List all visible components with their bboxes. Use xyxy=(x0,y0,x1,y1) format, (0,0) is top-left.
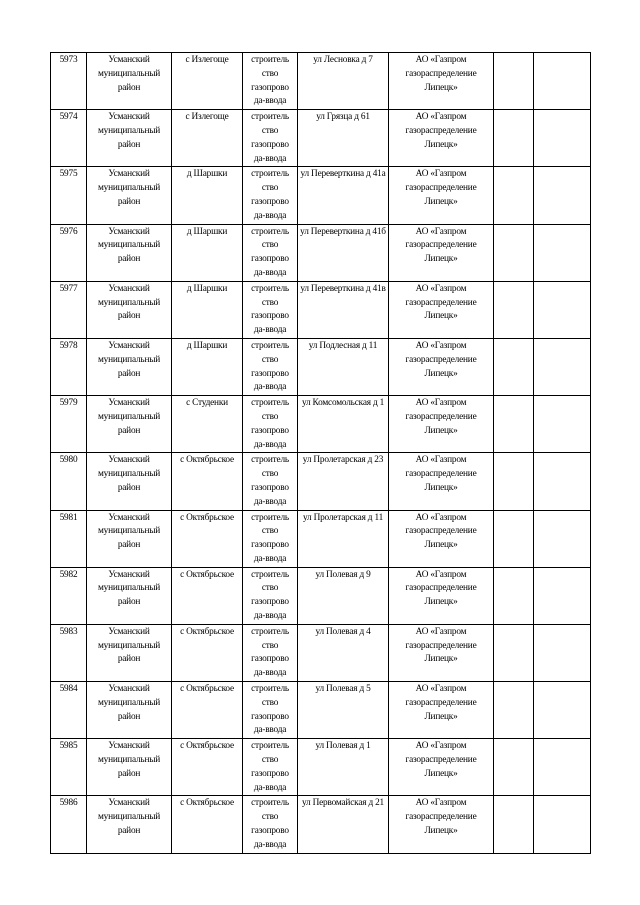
organization-cell: АО «Газпром газораспределение Липецк» xyxy=(389,281,494,338)
organization-cell: АО «Газпром газораспределение Липецк» xyxy=(389,567,494,624)
work-type-cell: строитель ство газопрово да-ввода xyxy=(243,167,298,224)
district-cell: Усманский муниципальный район xyxy=(87,110,172,167)
empty-cell xyxy=(534,167,591,224)
row-number: 5984 xyxy=(51,682,87,739)
empty-cell xyxy=(494,624,534,681)
empty-cell xyxy=(534,53,591,110)
organization-cell: АО «Газпром газораспределение Липецк» xyxy=(389,682,494,739)
organization-cell: АО «Газпром газораспределение Липецк» xyxy=(389,624,494,681)
organization-cell: АО «Газпром газораспределение Липецк» xyxy=(389,796,494,853)
locality-cell: д Шаршки xyxy=(172,167,243,224)
table-row xyxy=(51,224,591,281)
row-number: 5973 xyxy=(51,53,87,110)
empty-cell xyxy=(494,224,534,281)
row-number: 5978 xyxy=(51,338,87,395)
table-row xyxy=(51,110,591,167)
district-cell: Усманский муниципальный район xyxy=(87,682,172,739)
work-type-cell: строитель ство газопрово да-ввода xyxy=(243,110,298,167)
empty-cell xyxy=(494,338,534,395)
district-cell: Усманский муниципальный район xyxy=(87,624,172,681)
empty-cell xyxy=(494,167,534,224)
table-row xyxy=(51,739,591,796)
table-row xyxy=(51,167,591,224)
empty-cell xyxy=(494,796,534,853)
address-cell: ул Пролетарская д 11 xyxy=(298,510,389,567)
table-row xyxy=(51,796,591,853)
locality-cell: с Октябрьское xyxy=(172,682,243,739)
locality-cell: с Излегоще xyxy=(172,53,243,110)
organization-cell: АО «Газпром газораспределение Липецк» xyxy=(389,110,494,167)
row-number: 5979 xyxy=(51,396,87,453)
empty-cell xyxy=(494,567,534,624)
organization-cell: АО «Газпром газораспределение Липецк» xyxy=(389,453,494,510)
work-type-cell: строитель ство газопрово да-ввода xyxy=(243,338,298,395)
organization-cell: АО «Газпром газораспределение Липецк» xyxy=(389,510,494,567)
district-cell: Усманский муниципальный район xyxy=(87,224,172,281)
empty-cell xyxy=(534,739,591,796)
address-cell: ул Полевая д 5 xyxy=(298,682,389,739)
table-row xyxy=(51,567,591,624)
row-number: 5982 xyxy=(51,567,87,624)
locality-cell: с Октябрьское xyxy=(172,510,243,567)
locality-cell: д Шаршки xyxy=(172,338,243,395)
empty-cell xyxy=(494,281,534,338)
work-type-cell: строитель ство газопрово да-ввода xyxy=(243,624,298,681)
empty-cell xyxy=(534,624,591,681)
district-cell: Усманский муниципальный район xyxy=(87,567,172,624)
work-type-cell: строитель ство газопрово да-ввода xyxy=(243,739,298,796)
organization-cell: АО «Газпром газораспределение Липецк» xyxy=(389,53,494,110)
address-cell: ул Пролетарская д 23 xyxy=(298,453,389,510)
empty-cell xyxy=(534,510,591,567)
address-cell: ул Переверткина д 41а xyxy=(298,167,389,224)
table-row xyxy=(51,338,591,395)
organization-cell: АО «Газпром газораспределение Липецк» xyxy=(389,396,494,453)
gas-registry-table xyxy=(50,52,591,854)
empty-cell xyxy=(534,224,591,281)
address-cell: ул Грязца д 61 xyxy=(298,110,389,167)
empty-cell xyxy=(534,682,591,739)
row-number: 5980 xyxy=(51,453,87,510)
empty-cell xyxy=(494,110,534,167)
empty-cell xyxy=(494,396,534,453)
empty-cell xyxy=(534,110,591,167)
locality-cell: с Октябрьское xyxy=(172,739,243,796)
table-row xyxy=(51,281,591,338)
table-row xyxy=(51,453,591,510)
district-cell: Усманский муниципальный район xyxy=(87,453,172,510)
work-type-cell: строитель ство газопрово да-ввода xyxy=(243,453,298,510)
row-number: 5976 xyxy=(51,224,87,281)
address-cell: ул Переверткина д 41в xyxy=(298,281,389,338)
row-number: 5975 xyxy=(51,167,87,224)
table-row xyxy=(51,53,591,110)
address-cell: ул Подлесная д 11 xyxy=(298,338,389,395)
table-row xyxy=(51,510,591,567)
work-type-cell: строитель ство газопрово да-ввода xyxy=(243,682,298,739)
district-cell: Усманский муниципальный район xyxy=(87,281,172,338)
locality-cell: с Октябрьское xyxy=(172,453,243,510)
district-cell: Усманский муниципальный район xyxy=(87,167,172,224)
organization-cell: АО «Газпром газораспределение Липецк» xyxy=(389,224,494,281)
district-cell: Усманский муниципальный район xyxy=(87,739,172,796)
locality-cell: с Октябрьское xyxy=(172,624,243,681)
empty-cell xyxy=(534,453,591,510)
locality-cell: с Октябрьское xyxy=(172,796,243,853)
work-type-cell: строитель ство газопрово да-ввода xyxy=(243,567,298,624)
table-body xyxy=(51,53,591,854)
work-type-cell: строитель ство газопрово да-ввода xyxy=(243,224,298,281)
document-page xyxy=(50,52,590,854)
district-cell: Усманский муниципальный район xyxy=(87,396,172,453)
empty-cell xyxy=(534,338,591,395)
work-type-cell: строитель ство газопрово да-ввода xyxy=(243,510,298,567)
district-cell: Усманский муниципальный район xyxy=(87,338,172,395)
organization-cell: АО «Газпром газораспределение Липецк» xyxy=(389,167,494,224)
work-type-cell: строитель ство газопрово да-ввода xyxy=(243,281,298,338)
empty-cell xyxy=(534,567,591,624)
locality-cell: д Шаршки xyxy=(172,224,243,281)
district-cell: Усманский муниципальный район xyxy=(87,796,172,853)
work-type-cell: строитель ство газопрово да-ввода xyxy=(243,796,298,853)
organization-cell: АО «Газпром газораспределение Липецк» xyxy=(389,739,494,796)
locality-cell: с Октябрьское xyxy=(172,567,243,624)
row-number: 5977 xyxy=(51,281,87,338)
address-cell: ул Переверткина д 41б xyxy=(298,224,389,281)
table-row xyxy=(51,396,591,453)
work-type-cell: строитель ство газопрово да-ввода xyxy=(243,53,298,110)
empty-cell xyxy=(494,682,534,739)
organization-cell: АО «Газпром газораспределение Липецк» xyxy=(389,338,494,395)
work-type-cell: строитель ство газопрово да-ввода xyxy=(243,396,298,453)
empty-cell xyxy=(534,796,591,853)
district-cell: Усманский муниципальный район xyxy=(87,510,172,567)
table-row xyxy=(51,624,591,681)
empty-cell xyxy=(534,281,591,338)
district-cell: Усманский муниципальный район xyxy=(87,53,172,110)
table-row xyxy=(51,682,591,739)
empty-cell xyxy=(494,453,534,510)
address-cell: ул Полевая д 1 xyxy=(298,739,389,796)
address-cell: ул Комсомольская д 1 xyxy=(298,396,389,453)
empty-cell xyxy=(494,53,534,110)
empty-cell xyxy=(534,396,591,453)
empty-cell xyxy=(494,739,534,796)
row-number: 5983 xyxy=(51,624,87,681)
row-number: 5985 xyxy=(51,739,87,796)
row-number: 5981 xyxy=(51,510,87,567)
empty-cell xyxy=(494,510,534,567)
row-number: 5986 xyxy=(51,796,87,853)
address-cell: ул Полевая д 9 xyxy=(298,567,389,624)
locality-cell: с Студенки xyxy=(172,396,243,453)
row-number: 5974 xyxy=(51,110,87,167)
locality-cell: с Излегоще xyxy=(172,110,243,167)
address-cell: ул Лесновка д 7 xyxy=(298,53,389,110)
locality-cell: д Шаршки xyxy=(172,281,243,338)
address-cell: ул Полевая д 4 xyxy=(298,624,389,681)
address-cell: ул Первомайская д 21 xyxy=(298,796,389,853)
